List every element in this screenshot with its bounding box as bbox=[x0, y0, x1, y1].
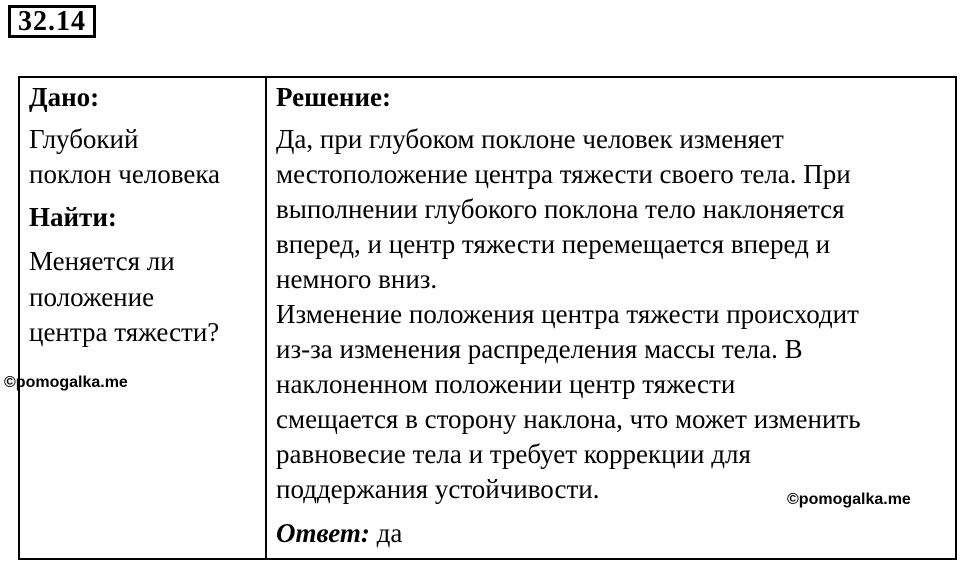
answer-label: Ответ: bbox=[276, 518, 370, 548]
answer-value: да bbox=[376, 518, 403, 548]
find-line-2: положение bbox=[29, 282, 155, 312]
solution-line-4: вперед, и центр тяжести перемещается вперед и bbox=[276, 229, 831, 259]
solution-line-3: выполнении глубокого поклона тело наклоняется bbox=[276, 194, 845, 224]
solution-line-10: равновесие тела и требует коррекции для bbox=[276, 439, 751, 469]
solution-table bbox=[18, 76, 957, 560]
watermark-right: ©pomogalka.me bbox=[787, 491, 911, 508]
solution-line-2: местоположение центра тяжести своего тела. При bbox=[276, 159, 851, 189]
find-heading: Найти: bbox=[29, 202, 117, 232]
watermark-left: ©pomogalka.me bbox=[4, 374, 128, 391]
solution-line-1: Да, при глубоком поклоне человек изменяет bbox=[276, 124, 784, 154]
solution-line-11: поддержания устойчивости. bbox=[276, 474, 600, 504]
solution-line-8: наклоненном положении центр тяжести bbox=[276, 369, 736, 399]
given-heading: Дано: bbox=[29, 82, 100, 112]
given-line-1: Глубокий bbox=[29, 124, 139, 154]
solution-line-7: из-за изменения распределения массы тела. В bbox=[276, 334, 803, 364]
answer-row bbox=[276, 516, 402, 550]
find-line-3: центра тяжести? bbox=[29, 317, 220, 347]
given-line-2: поклон человека bbox=[29, 159, 221, 189]
problem-number: 32.14 bbox=[8, 5, 96, 38]
solution-line-9: смещается в сторону наклона, что может изменить bbox=[276, 404, 861, 434]
column-divider bbox=[265, 78, 267, 558]
find-line-1: Меняется ли bbox=[29, 246, 175, 276]
solution-heading: Решение: bbox=[276, 82, 391, 112]
solution-line-6: Изменение положения центра тяжести происходит bbox=[276, 299, 859, 329]
solution-line-5: немного вниз. bbox=[276, 264, 438, 294]
